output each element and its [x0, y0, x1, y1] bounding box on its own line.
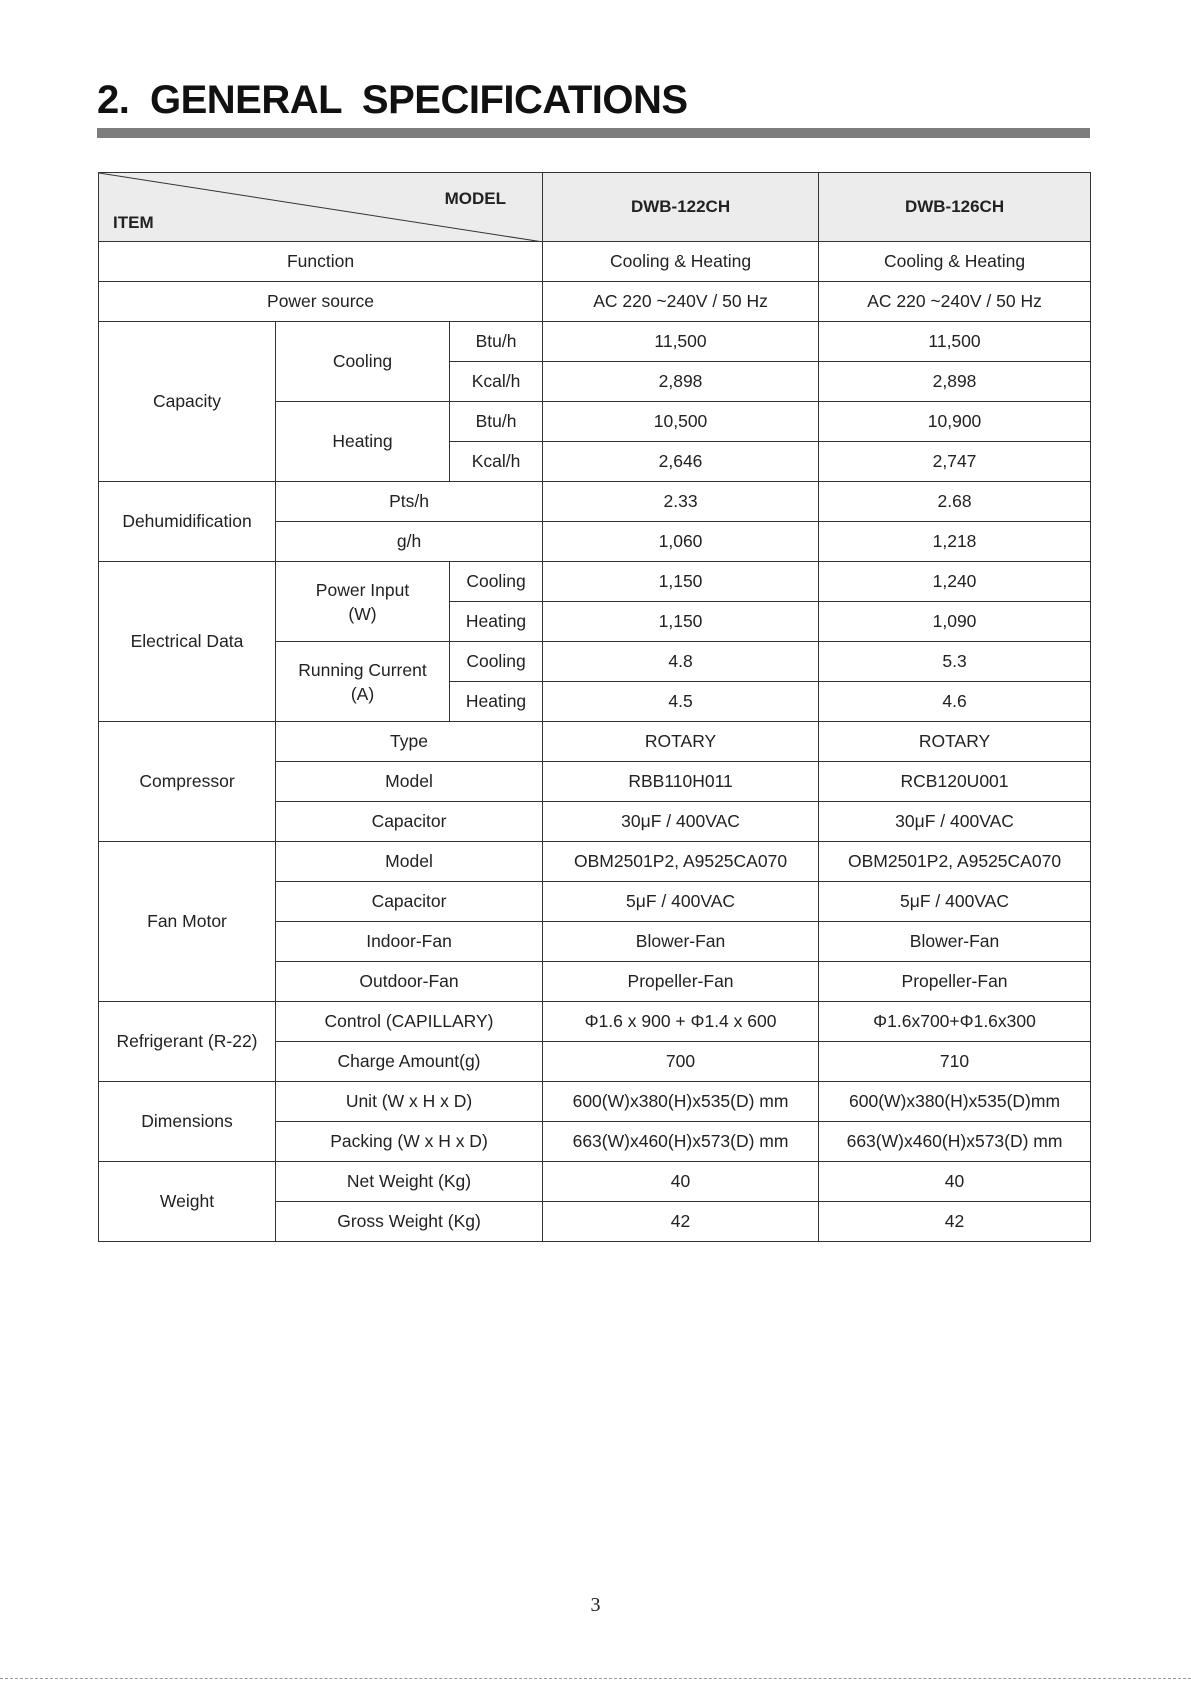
page-number: 3 — [590, 1594, 601, 1616]
capacity-cooling-btu-value-2: 11,500 — [819, 322, 1091, 362]
corner-model-label: MODEL — [444, 189, 507, 208]
refrigerant-control-value-2: Φ1.6x700+Φ1.6x300 — [819, 1002, 1091, 1042]
compressor-model-value-2: RCB120U001 — [819, 762, 1091, 802]
fan-motor-outdoor-fan-value-2: Propeller-Fan — [819, 962, 1091, 1002]
compressor-type-label: Type — [276, 722, 543, 762]
model-header-2: DWB-126CH — [819, 173, 1091, 242]
fan-motor-model-value-2: OBM2501P2, A9525CA070 — [819, 842, 1091, 882]
weight-net-value-1: 40 — [543, 1162, 819, 1202]
capacity-cooling-kcal-unit: Kcal/h — [450, 362, 543, 402]
table-row — [99, 322, 1091, 362]
table-row — [99, 1002, 1091, 1042]
compressor-type-value-1: ROTARY — [543, 722, 819, 762]
fan-motor-capacitor-value-2: 5μF / 400VAC — [819, 882, 1091, 922]
refrigerant-control-label: Control (CAPILLARY) — [276, 1002, 543, 1042]
capacity-cooling-kcal-value-1: 2,898 — [543, 362, 819, 402]
power-input-cooling-value-2: 1,240 — [819, 562, 1091, 602]
table-row — [99, 242, 1091, 282]
fan-motor-label: Fan Motor — [99, 842, 276, 1002]
dehumidification-gh-value-1: 1,060 — [543, 522, 819, 562]
page-title: 2. GENERAL SPECIFICATIONS — [97, 78, 688, 122]
fan-motor-model-value-1: OBM2501P2, A9525CA070 — [543, 842, 819, 882]
dimensions-label: Dimensions — [99, 1082, 276, 1162]
power-input-label-line1: Power Input — [315, 579, 410, 600]
model-header-1: DWB-122CH — [543, 173, 819, 242]
weight-net-label: Net Weight (Kg) — [276, 1162, 543, 1202]
dehumidification-gh-value-2: 1,218 — [819, 522, 1091, 562]
fan-motor-capacitor-value-1: 5μF / 400VAC — [543, 882, 819, 922]
capacity-cooling-kcal-value-2: 2,898 — [819, 362, 1091, 402]
running-current-heating-value-1: 4.5 — [543, 682, 819, 722]
power-input-label-line2: (W) — [348, 603, 377, 624]
table-row — [99, 562, 1091, 602]
table-row — [99, 722, 1091, 762]
dehumidification-label: Dehumidification — [99, 482, 276, 562]
capacity-heating-btu-value-2: 10,900 — [819, 402, 1091, 442]
power-source-value-1: AC 220 ~240V / 50 Hz — [543, 282, 819, 322]
function-value-1: Cooling & Heating — [543, 242, 819, 282]
running-current-cooling-value-2: 5.3 — [819, 642, 1091, 682]
refrigerant-charge-value-2: 710 — [819, 1042, 1091, 1082]
corner-item-label: ITEM — [113, 213, 154, 232]
dehumidification-pts-unit: Pts/h — [276, 482, 543, 522]
compressor-capacitor-value-2: 30μF / 400VAC — [819, 802, 1091, 842]
weight-gross-value-2: 42 — [819, 1202, 1091, 1242]
power-input-cooling-label: Cooling — [450, 562, 543, 602]
capacity-label: Capacity — [99, 322, 276, 482]
fan-motor-indoor-fan-value-2: Blower-Fan — [819, 922, 1091, 962]
refrigerant-label: Refrigerant (R-22) — [99, 1002, 276, 1082]
power-input-cooling-value-1: 1,150 — [543, 562, 819, 602]
title-rule — [97, 128, 1090, 138]
running-current-heating-value-2: 4.6 — [819, 682, 1091, 722]
power-input-label — [276, 562, 450, 642]
table-row — [99, 482, 1091, 522]
capacity-heating-label: Heating — [276, 402, 450, 482]
compressor-model-label: Model — [276, 762, 543, 802]
capacity-cooling-btu-value-1: 11,500 — [543, 322, 819, 362]
dimensions-packing-value-1: 663(W)x460(H)x573(D) mm — [543, 1122, 819, 1162]
refrigerant-charge-label: Charge Amount(g) — [276, 1042, 543, 1082]
fan-motor-capacitor-label: Capacitor — [276, 882, 543, 922]
weight-net-value-2: 40 — [819, 1162, 1091, 1202]
specifications-table — [98, 172, 1091, 1242]
compressor-capacitor-label: Capacitor — [276, 802, 543, 842]
dehumidification-pts-value-2: 2.68 — [819, 482, 1091, 522]
capacity-cooling-label: Cooling — [276, 322, 450, 402]
running-current-label — [276, 642, 450, 722]
running-current-cooling-value-1: 4.8 — [543, 642, 819, 682]
refrigerant-charge-value-1: 700 — [543, 1042, 819, 1082]
power-input-heating-label: Heating — [450, 602, 543, 642]
running-current-label-line1: Running Current — [298, 659, 427, 680]
capacity-heating-btu-value-1: 10,500 — [543, 402, 819, 442]
table-row — [99, 282, 1091, 322]
table-row — [99, 842, 1091, 882]
capacity-cooling-btu-unit: Btu/h — [450, 322, 543, 362]
dimensions-unit-value-1: 600(W)x380(H)x535(D) mm — [543, 1082, 819, 1122]
running-current-label-line2: (A) — [350, 683, 375, 704]
electrical-data-label: Electrical Data — [99, 562, 276, 722]
running-current-cooling-label: Cooling — [450, 642, 543, 682]
table-header-row — [99, 173, 1091, 242]
fan-motor-outdoor-fan-value-1: Propeller-Fan — [543, 962, 819, 1002]
function-label: Function — [99, 242, 543, 282]
power-input-heating-value-1: 1,150 — [543, 602, 819, 642]
table-row — [99, 1162, 1091, 1202]
capacity-heating-kcal-unit: Kcal/h — [450, 442, 543, 482]
dehumidification-gh-unit: g/h — [276, 522, 543, 562]
running-current-heating-label: Heating — [450, 682, 543, 722]
refrigerant-control-value-1: Φ1.6 x 900 + Φ1.4 x 600 — [543, 1002, 819, 1042]
dimensions-packing-value-2: 663(W)x460(H)x573(D) mm — [819, 1122, 1091, 1162]
capacity-heating-kcal-value-1: 2,646 — [543, 442, 819, 482]
fan-motor-indoor-fan-value-1: Blower-Fan — [543, 922, 819, 962]
fan-motor-indoor-fan-label: Indoor-Fan — [276, 922, 543, 962]
compressor-label: Compressor — [99, 722, 276, 842]
dimensions-unit-label: Unit (W x H x D) — [276, 1082, 543, 1122]
capacity-heating-btu-unit: Btu/h — [450, 402, 543, 442]
fan-motor-model-label: Model — [276, 842, 543, 882]
weight-gross-value-1: 42 — [543, 1202, 819, 1242]
dimensions-unit-value-2: 600(W)x380(H)x535(D)mm — [819, 1082, 1091, 1122]
weight-label: Weight — [99, 1162, 276, 1242]
dehumidification-pts-value-1: 2.33 — [543, 482, 819, 522]
compressor-capacitor-value-1: 30μF / 400VAC — [543, 802, 819, 842]
model-item-corner-cell — [99, 173, 543, 242]
power-source-label: Power source — [99, 282, 543, 322]
function-value-2: Cooling & Heating — [819, 242, 1091, 282]
power-source-value-2: AC 220 ~240V / 50 Hz — [819, 282, 1091, 322]
power-input-heating-value-2: 1,090 — [819, 602, 1091, 642]
dimensions-packing-label: Packing (W x H x D) — [276, 1122, 543, 1162]
weight-gross-label: Gross Weight (Kg) — [276, 1202, 543, 1242]
capacity-heating-kcal-value-2: 2,747 — [819, 442, 1091, 482]
compressor-type-value-2: ROTARY — [819, 722, 1091, 762]
table-row — [99, 1082, 1091, 1122]
compressor-model-value-1: RBB110H011 — [543, 762, 819, 802]
bottom-dashed-rule — [0, 1678, 1191, 1679]
fan-motor-outdoor-fan-label: Outdoor-Fan — [276, 962, 543, 1002]
